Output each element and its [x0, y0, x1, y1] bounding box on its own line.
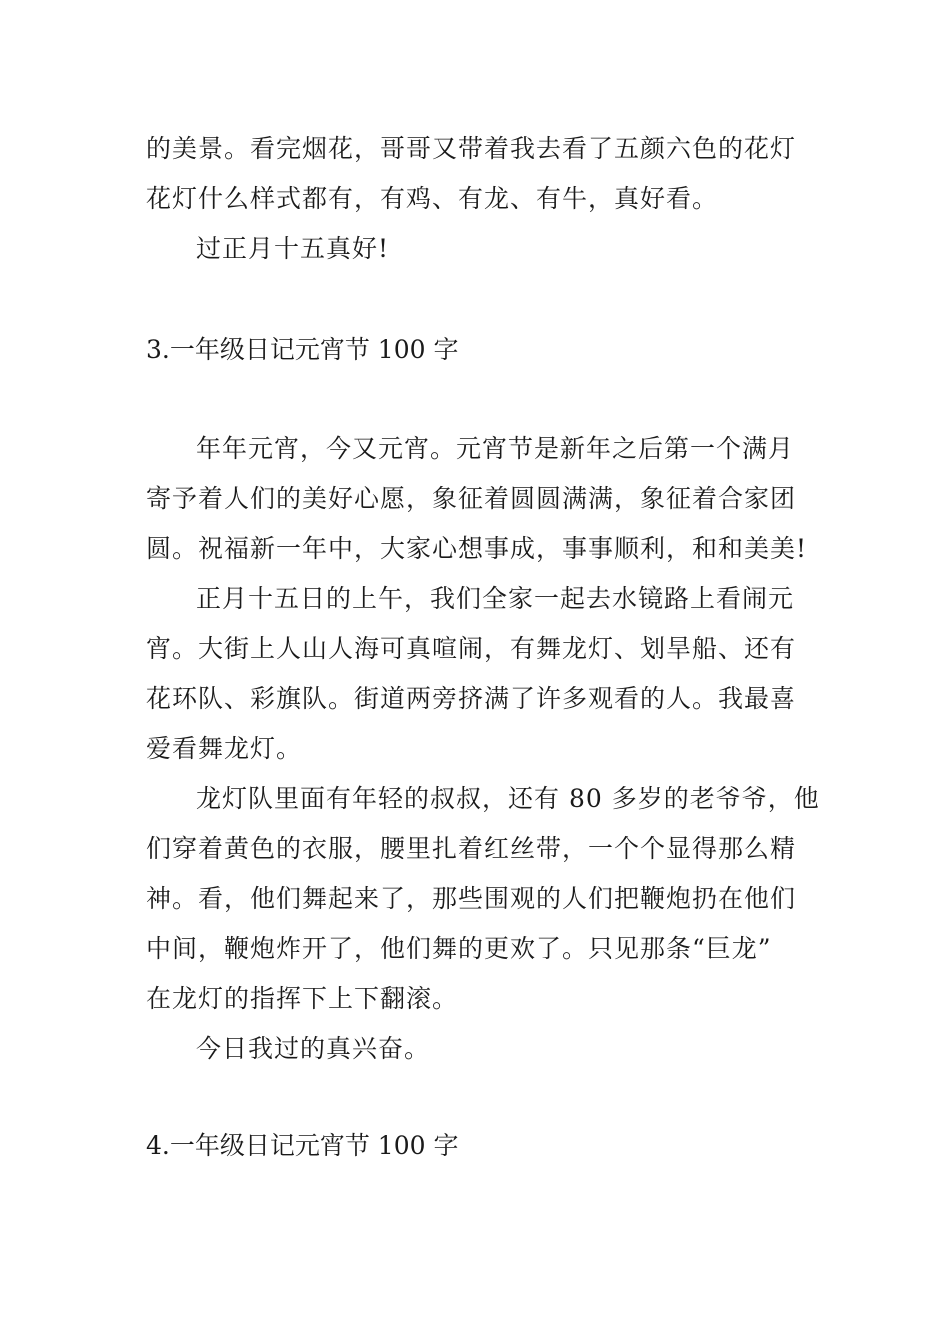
paragraph-line: 中间，鞭炮炸开了，他们舞的更欢了。只见那条“巨龙”	[146, 934, 772, 963]
paragraph-line: 今日我过的真兴奋。	[196, 1034, 431, 1063]
paragraph-line: 花环队、彩旗队。街道两旁挤满了许多观看的人。我最喜	[146, 684, 797, 713]
paragraph-line: 爱看舞龙灯。	[146, 734, 303, 763]
paragraph-line: 宵。大街上人山人海可真喧闹，有舞龙灯、划旱船、还有	[146, 634, 797, 663]
paragraph-line: 圆。祝福新一年中，大家心想事成，事事顺利，和和美美!	[146, 534, 808, 563]
section-heading: 4.一年级日记元宵节 100 字	[146, 1131, 459, 1160]
paragraph-line: 们穿着黄色的衣服，腰里扎着红丝带，一个个显得那么精	[146, 834, 797, 863]
paragraph-line: 龙灯队里面有年轻的叔叔，还有 80 多岁的老爷爷，他	[196, 784, 820, 813]
paragraph-line: 寄予着人们的美好心愿，象征着圆圆满满，象征着合家团	[146, 484, 797, 513]
paragraph-line: 正月十五日的上午，我们全家一起去水镜路上看闹元	[196, 584, 795, 613]
paragraph-line: 在龙灯的指挥下上下翻滚。	[146, 984, 459, 1013]
section-heading: 3.一年级日记元宵节 100 字	[146, 335, 459, 364]
paragraph-line: 的美景。看完烟花，哥哥又带着我去看了五颜六色的花灯	[146, 134, 797, 163]
paragraph-line: 过正月十五真好!	[196, 234, 390, 263]
paragraph-line: 神。看，他们舞起来了，那些围观的人们把鞭炮扔在他们	[146, 884, 797, 913]
paragraph-line: 年年元宵，今又元宵。元宵节是新年之后第一个满月	[196, 434, 795, 463]
paragraph-line: 花灯什么样式都有，有鸡、有龙、有牛，真好看。	[146, 184, 719, 213]
